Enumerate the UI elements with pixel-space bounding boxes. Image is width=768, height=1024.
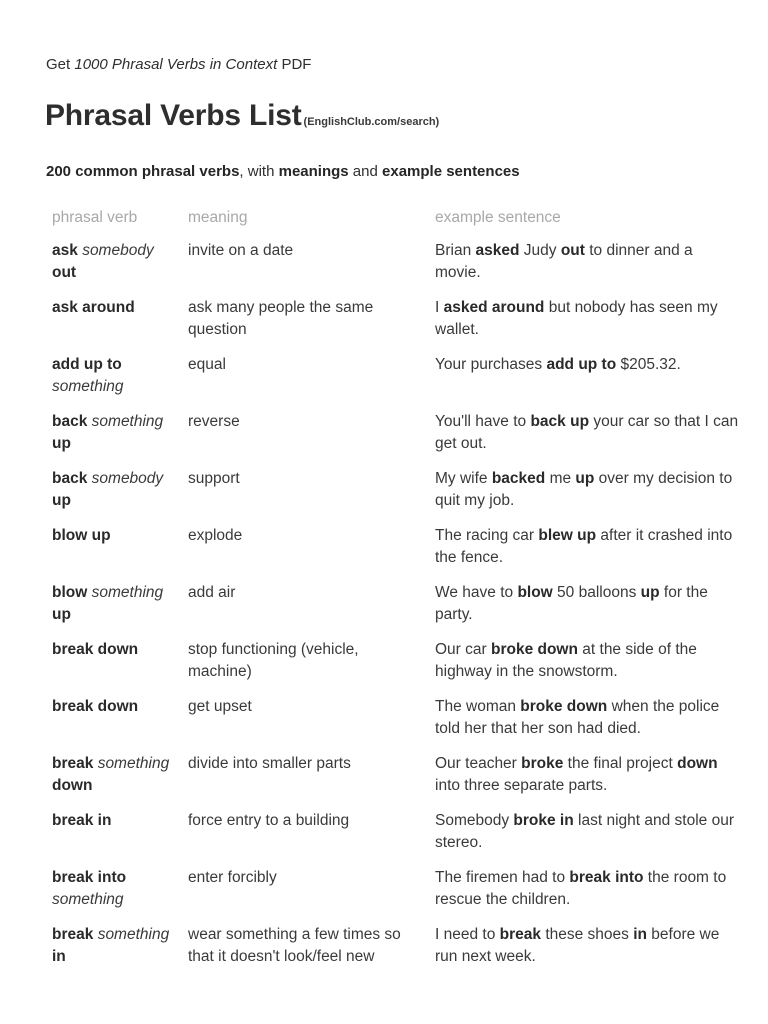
example-sentence-cell [429,810,746,867]
meaning-cell: ask many people the same question [188,299,374,338]
italic-text: somebody [82,242,154,259]
table-row [46,411,746,468]
table-row [46,240,746,297]
italic-text: something [52,378,124,395]
text-segment: The firemen had to [435,869,570,886]
text-segment: Somebody [435,812,514,829]
promo-line [46,55,311,75]
meaning-cell: support [188,470,240,487]
table-row [46,867,746,924]
subtitle-bold-text: 200 common phrasal verbs [46,163,240,180]
text-segment: I [435,299,444,316]
phrasal-verb-cell [46,297,182,354]
phrasal-verb-cell [46,810,182,867]
text-segment: My wife [435,470,492,487]
bold-text: back up [530,413,590,430]
bold-text: add up to [52,356,122,373]
text-segment: Our car [435,641,491,658]
ebook-link[interactable]: 1000 Phrasal Verbs in Context [74,56,278,73]
column-header-example-sentence: example sentence [435,209,561,226]
bold-text: break down [52,641,139,658]
bold-text: break into [569,869,644,886]
phrasal-verb-cell [46,582,182,639]
example-sentence-cell [429,411,746,468]
bold-text: blow up [52,527,111,544]
phrasal-verb-cell [46,639,182,696]
bold-text: ask [52,242,78,259]
bold-text: blow [517,584,553,601]
table-row [46,354,746,411]
text-segment: the room to rescue the children. [435,869,727,908]
example-sentence-cell [429,924,746,981]
bold-text: up [52,606,71,623]
meaning-cell: invite on a date [188,242,294,259]
example-sentence-cell [429,639,746,696]
bold-text: broke down [520,698,608,715]
bold-text: backed [491,470,546,487]
italic-text: something [52,891,124,908]
phrasal-verb-cell [46,867,182,924]
bold-text: broke down [490,641,578,658]
text-segment: before we run next week. [435,926,720,965]
example-sentence-cell [429,753,746,810]
subtitle-text: and [348,163,383,180]
page-title: Phrasal Verbs List [45,99,302,132]
phrasal-verbs-table [46,205,746,981]
text-segment: I need to [435,926,500,943]
subtitle-bold-text: meanings [278,163,349,180]
meaning-cell: enter forcibly [188,869,277,886]
text-segment: into three separate parts. [435,777,608,794]
italic-text: something [91,413,164,430]
meaning-cell: force entry to a building [188,812,350,829]
phrasal-verb-cell [46,354,182,411]
phrasal-verb-cell [46,924,182,981]
meaning-cell: equal [188,356,226,373]
bold-text: back [52,470,88,487]
example-sentence-cell [429,582,746,639]
text-segment: me [545,470,576,487]
bold-text: asked [475,242,520,259]
text-segment: Judy [519,242,561,259]
column-header-phrasal-verb: phrasal verb [52,209,138,226]
text-segment: We have to [435,584,518,601]
bold-text: out [560,242,585,259]
bold-text: broke in [513,812,574,829]
text-segment: You'll have to [435,413,531,430]
bold-text: blow [52,584,88,601]
text-segment: the final project [563,755,678,772]
table-row [46,525,746,582]
phrasal-verb-cell [46,753,182,810]
bold-text: up [52,492,71,509]
bold-text: asked around [443,299,545,316]
italic-text: somebody [91,470,164,487]
bold-text: add up to [546,356,617,373]
phrasal-verb-cell [46,411,182,468]
meaning-cell: divide into smaller parts [188,755,351,772]
meaning-cell: reverse [188,413,240,430]
bold-text: break down [52,698,139,715]
text-segment: Your purchases [435,356,547,373]
column-header-meaning: meaning [188,209,248,226]
text-segment: to dinner and a movie. [435,242,693,281]
example-sentence-cell [429,696,746,753]
meaning-cell: get upset [188,698,252,715]
bold-text: up [640,584,660,601]
table-header-row [46,205,746,240]
subtitle-text: , with [239,163,279,180]
meaning-cell: add air [188,584,236,601]
text-segment: The racing car [435,527,539,544]
page-header [45,99,439,133]
table-row [46,696,746,753]
bold-text: out [52,264,77,281]
bold-text: break [52,755,94,772]
meaning-cell: stop functioning (vehicle, machine) [188,641,359,680]
table-row [46,753,746,810]
example-sentence-cell [429,525,746,582]
text-segment: over my decision to quit my job. [435,470,733,509]
table-row [46,924,746,981]
bold-text: down [677,755,718,772]
meaning-cell: wear something a few times so that it doesn't look/feel new [188,926,401,965]
phrasal-verb-cell [46,525,182,582]
table-row [46,639,746,696]
text-segment: Our teacher [435,755,522,772]
bold-text: break into [52,869,127,886]
bold-text: break [499,926,542,943]
italic-text: something [97,926,170,943]
phrasal-verb-cell [46,696,182,753]
text-segment: 50 balloons [552,584,641,601]
text-segment: The woman [435,698,521,715]
meaning-cell: explode [188,527,243,544]
bold-text: in [52,948,66,965]
example-sentence-cell [429,297,746,354]
bold-text: up [575,470,595,487]
text-segment: after it crashed into the fence. [435,527,733,566]
phrasal-verb-cell [46,240,182,297]
bold-text: up [52,435,71,452]
table-row [46,582,746,639]
bold-text: in [633,926,647,943]
source-attribution: (EnglishClub.com/search) [303,116,440,128]
text-segment: but nobody has seen my wallet. [435,299,718,338]
table-row [46,810,746,867]
bold-text: broke [521,755,564,772]
table-row [46,468,746,525]
example-sentence-cell [429,240,746,297]
bold-text: break in [52,812,112,829]
bold-text: blew up [538,527,597,544]
text-segment: $205.32. [616,356,681,373]
page-subtitle [46,162,520,182]
example-sentence-cell [429,867,746,924]
text-segment: for the party. [435,584,708,623]
italic-text: something [97,755,170,772]
phrasal-verb-cell [46,468,182,525]
promo-suffix: PDF [281,56,312,73]
table-row [46,297,746,354]
example-sentence-cell [429,468,746,525]
text-segment: Brian [435,242,476,259]
promo-prefix: Get [46,56,71,73]
bold-text: break [52,926,94,943]
text-segment: these shoes [541,926,634,943]
text-segment: last night and stole our stereo. [435,812,734,851]
text-segment: when the police told her that her son had died. [435,698,720,737]
text-segment: at the side of the highway in the snowstorm. [435,641,697,680]
bold-text: back [52,413,88,430]
example-sentence-cell [429,354,746,411]
bold-text: down [52,777,93,794]
bold-text: ask around [52,299,135,316]
subtitle-bold-text: example sentences [382,163,520,180]
text-segment: your car so that I can get out. [435,413,739,452]
italic-text: something [91,584,164,601]
